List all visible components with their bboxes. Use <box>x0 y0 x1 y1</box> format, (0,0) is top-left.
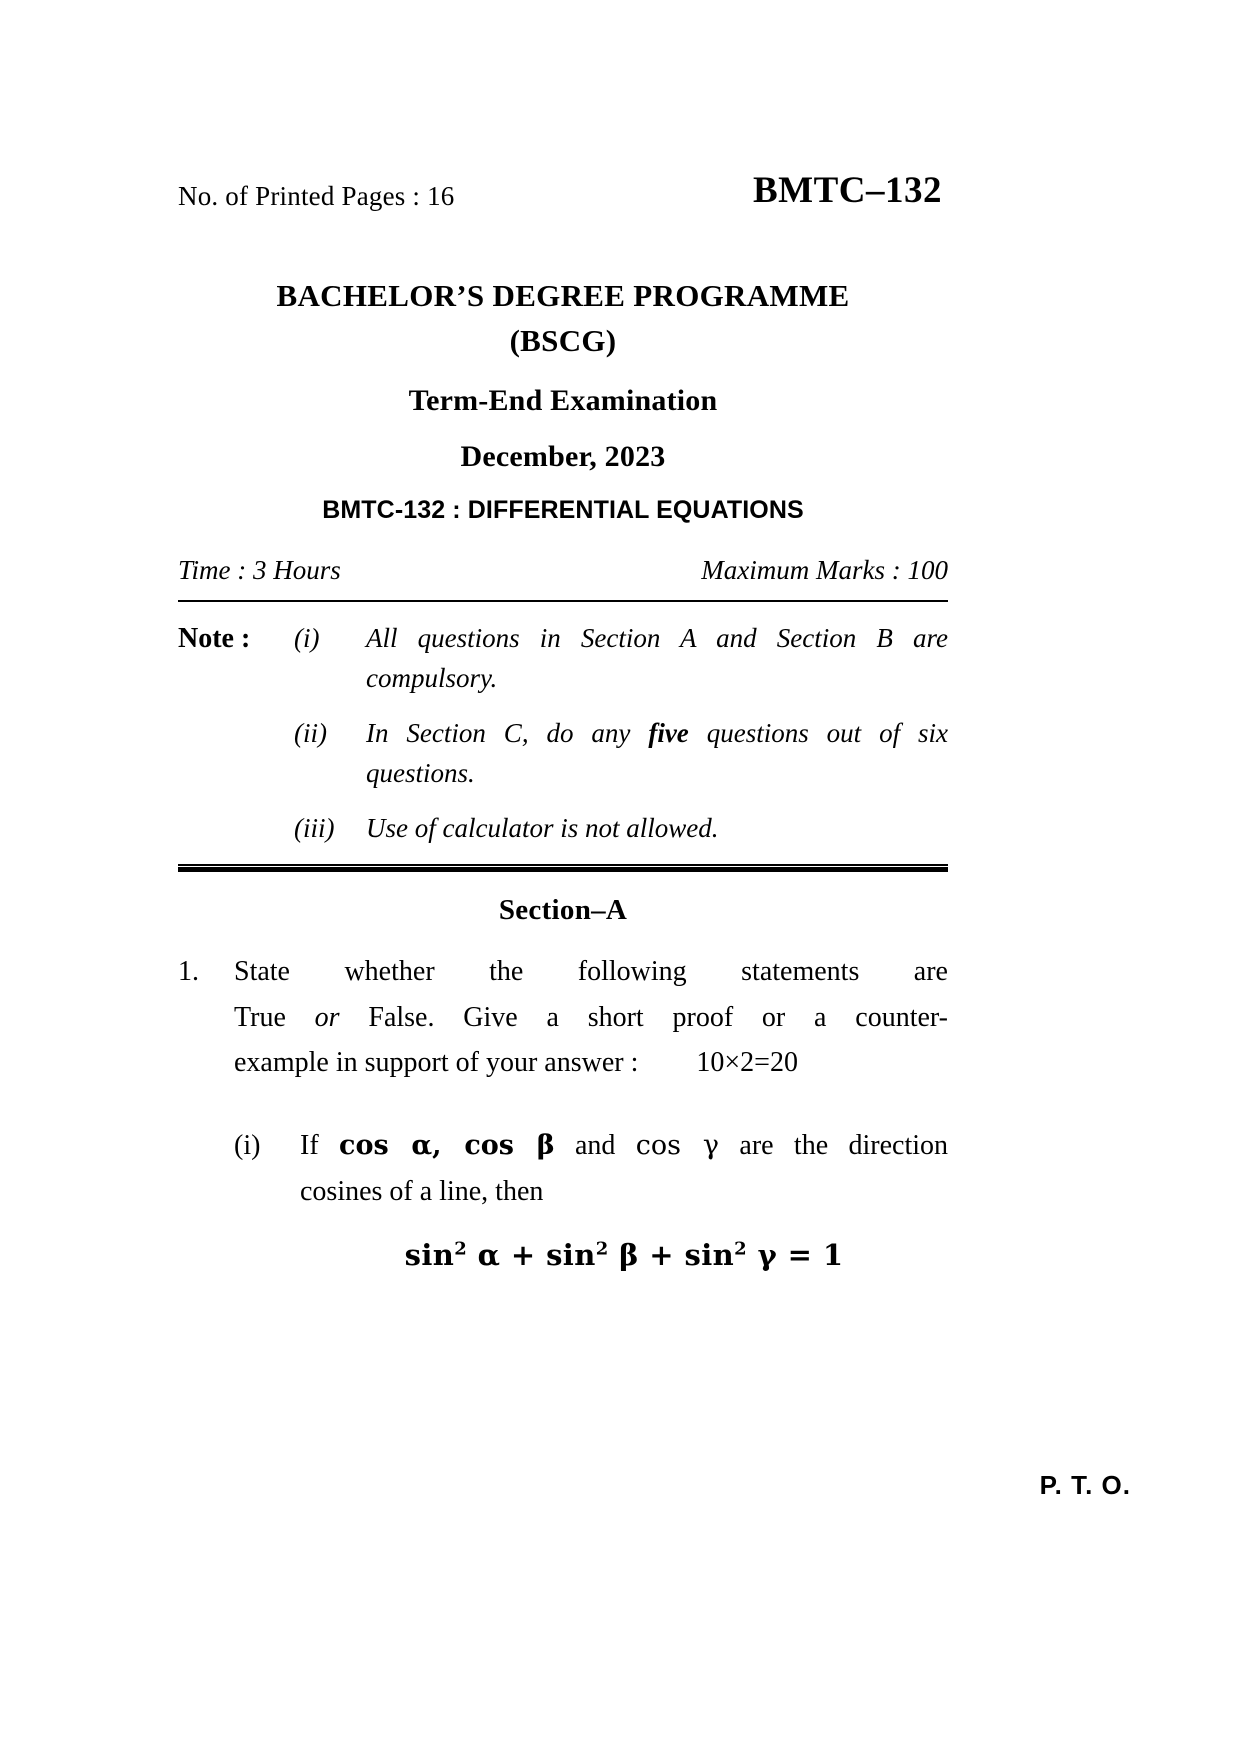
examination-session: December, 2023 <box>460 439 666 473</box>
paper-code-label: BMTC–132 <box>753 170 942 211</box>
note-block <box>178 618 948 849</box>
note-item-text <box>366 618 948 699</box>
note-item-number: (ii) <box>294 717 327 748</box>
question-line: State whether the following statements are <box>234 956 948 988</box>
note-item-number: (i) <box>294 622 320 653</box>
note-line: B are compulsory. <box>366 622 949 694</box>
title-block <box>178 274 948 525</box>
examination-type: Term-End Examination <box>408 383 718 417</box>
note-label: Note : <box>178 622 251 654</box>
math-cos-alpha-beta: cos α, cos β <box>339 1130 555 1162</box>
question-line <box>234 1040 948 1085</box>
time-allowed: Time : 3 Hours <box>178 554 341 585</box>
question-line-part: True <box>234 1001 315 1033</box>
sub-question-text <box>300 1123 948 1279</box>
question-1-sub-i <box>234 1107 948 1279</box>
meta-divider-rule <box>178 600 948 602</box>
section-a-heading: Section–A <box>498 894 628 927</box>
note-item <box>178 808 948 849</box>
note-item-text <box>366 808 948 849</box>
sub-line-part: If <box>300 1130 339 1162</box>
section-divider-rule <box>178 864 948 872</box>
question-line-part: example in support of your answer : <box>234 1047 639 1079</box>
sub-question-line <box>300 1123 948 1168</box>
programme-title: BACHELOR’S DEGREE PROGRAMME <box>276 278 850 313</box>
question-1 <box>178 949 948 1085</box>
question-emphasis-or: or <box>314 1001 340 1033</box>
programme-abbreviation: (BSCG) <box>509 322 617 358</box>
question-1-number: 1. <box>178 956 199 988</box>
note-line <box>366 718 861 748</box>
equation-direction-cosines: $\sin^2 \alpha + \sin^2 \beta + \sin^2 \gamma = 1$ <box>404 1238 844 1273</box>
question-line-part: False. Give a short proof or a counter- <box>339 1001 948 1033</box>
note-line: All questions in Section A and Section <box>366 622 857 653</box>
question-1-sub-i-row <box>178 1107 948 1279</box>
sub-line-part: are the direction <box>719 1130 948 1162</box>
question-1-text <box>234 949 948 1085</box>
question-line <box>234 995 948 1040</box>
note-line: Use of calculator is not allowed. <box>366 812 719 843</box>
math-cos-gamma: cos γ <box>635 1130 720 1162</box>
page-header <box>178 160 948 212</box>
sub-question-row <box>234 1123 948 1279</box>
note-emphasis-five: five <box>648 717 689 748</box>
exam-meta-row <box>178 555 948 586</box>
subject-title: BMTC-132 : DIFFERENTIAL EQUATIONS <box>322 495 804 524</box>
note-line-part: In Section C, do any <box>366 717 649 748</box>
note-line-part: questions out <box>688 717 862 748</box>
page-content <box>178 160 948 1279</box>
sub-question-number: (i) <box>234 1130 261 1162</box>
note-item-number: (iii) <box>294 812 335 843</box>
note-line: of six questions. <box>366 717 948 789</box>
sub-question-line: cosines of a line, then <box>300 1175 544 1207</box>
question-marks: 10×2=20 <box>696 1047 798 1079</box>
page-turn-over-label: P. T. O. <box>1039 1470 1131 1500</box>
printed-pages-label: No. of Printed Pages : 16 <box>178 181 455 211</box>
note-item-text <box>366 713 948 794</box>
sub-line-part: and <box>554 1130 636 1162</box>
note-item <box>178 618 948 699</box>
maximum-marks: Maximum Marks : 100 <box>701 554 948 585</box>
note-item <box>178 713 948 794</box>
